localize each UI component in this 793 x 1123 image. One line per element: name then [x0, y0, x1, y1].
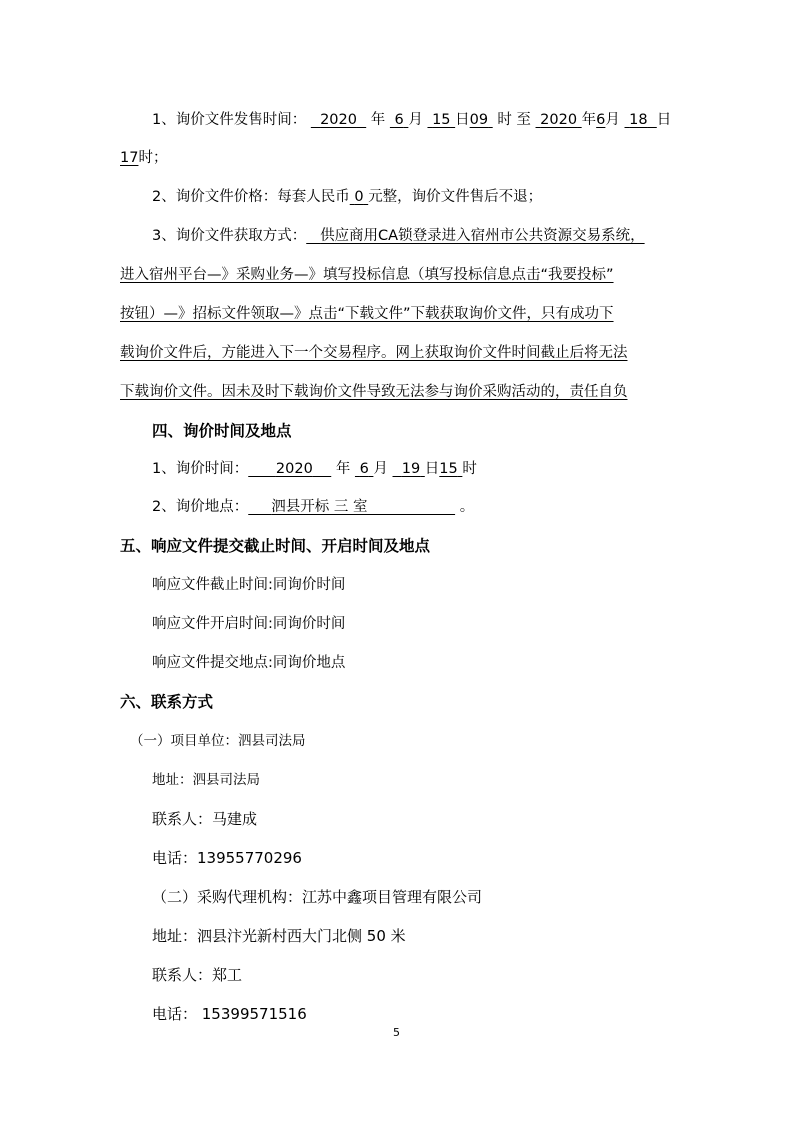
price-suffix: 元整，询价文件售后不退； — [368, 189, 543, 205]
inquiry-place-end: 。 — [459, 499, 475, 515]
sale-end-day: 18 — [629, 112, 648, 128]
heading-section-5: 五、响应文件提交截止时间、开启时间及地点 — [120, 537, 431, 555]
inquiry-month: 6 — [359, 461, 369, 477]
method-text-5: 下载询价文件。因未及时下载询价文件导致无法参与询价采购活动的，责任自负 — [120, 384, 628, 400]
text-month-3: 月 — [373, 461, 388, 477]
inquiry-year: 2020 — [275, 461, 313, 477]
price-amount: 0 — [354, 189, 364, 205]
text-month-2: 月 — [605, 112, 620, 128]
inquiry-time-line — [152, 459, 477, 479]
method-text-3: 按钮）—》招标文件领取—》点击“下载文件”下载获取询价文件，只有成功下 — [120, 306, 614, 322]
method-text-2: 进入宿州平台—》采购业务—》填写投标信息（填写投标信息点击“我要投标” — [120, 267, 614, 283]
sale-end-year: 2020 — [540, 112, 578, 128]
sale-time-line-cont — [120, 148, 167, 168]
text-year-2: 年 — [581, 112, 597, 128]
inquiry-place: 泗县开标 三 室 — [271, 499, 368, 515]
sale-end-month: 6 — [596, 112, 606, 128]
price-label: 2、询价文件价格：每套人民币 — [152, 189, 350, 205]
text-hour-3: 时 — [462, 461, 477, 477]
page-number: 5 — [393, 1026, 400, 1039]
price-line — [152, 187, 542, 207]
inquiry-place-line — [152, 497, 474, 517]
method-label: 3、询价文件获取方式： — [152, 228, 307, 244]
sale-time-line — [152, 110, 671, 130]
agency-address: 地址：泗县汴光新村西大门北侧 50 米 — [152, 927, 406, 945]
project-unit-phone: 电话：13955770296 — [152, 849, 302, 867]
sale-time-label: 1、询价文件发售时间： — [152, 112, 307, 128]
response-submission-place: 响应文件提交地点:同询价地点 — [152, 655, 346, 671]
inquiry-hour: 15 — [439, 461, 458, 477]
sale-start-hour: 09 — [469, 112, 489, 128]
sale-start-month: 6 — [394, 112, 404, 128]
agency-contact: 联系人：郑工 — [152, 966, 243, 984]
response-deadline: 响应文件截止时间:同询价时间 — [152, 577, 346, 593]
agency-name: （二）采购代理机构：江苏中鑫项目管理有限公司 — [152, 888, 483, 906]
text-month: 月 — [408, 112, 423, 128]
sale-start-year: 2020 — [320, 112, 357, 128]
project-unit-address: 地址：泗县司法局 — [152, 772, 260, 788]
text-year-3: 年 — [335, 461, 351, 477]
agency-phone: 电话： 15399571516 — [152, 1005, 307, 1023]
method-text-4: 载询价文件后，方能进入下一个交易程序。网上获取询价文件时间截止后将无法 — [120, 345, 628, 361]
sale-end-hour: 17 — [120, 150, 139, 166]
text-year: 年 — [370, 112, 386, 128]
inquiry-place-label: 2、询价地点： — [152, 499, 249, 515]
method-text-1: 供应商用CA锁登录进入宿州市公共资源交易系统， — [320, 228, 645, 244]
method-line-1 — [152, 226, 645, 246]
sale-start-day: 15 — [432, 112, 451, 128]
text-day: 日 — [455, 112, 470, 128]
text-day-2: 日 — [656, 112, 672, 128]
project-unit: （一）项目单位：泗县司法局 — [130, 733, 306, 749]
inquiry-time-label: 1、询价时间： — [152, 461, 249, 477]
heading-section-6: 六、联系方式 — [120, 693, 214, 711]
text-hour-end: 时； — [138, 150, 168, 166]
project-unit-contact: 联系人：马建成 — [152, 810, 258, 828]
text-hour-to: 时 至 — [497, 112, 531, 128]
heading-section-4: 四、询价时间及地点 — [152, 422, 292, 440]
text-day-3: 日 — [424, 461, 440, 477]
inquiry-day: 19 — [401, 461, 421, 477]
response-opening: 响应文件开启时间:同询价时间 — [152, 616, 346, 632]
